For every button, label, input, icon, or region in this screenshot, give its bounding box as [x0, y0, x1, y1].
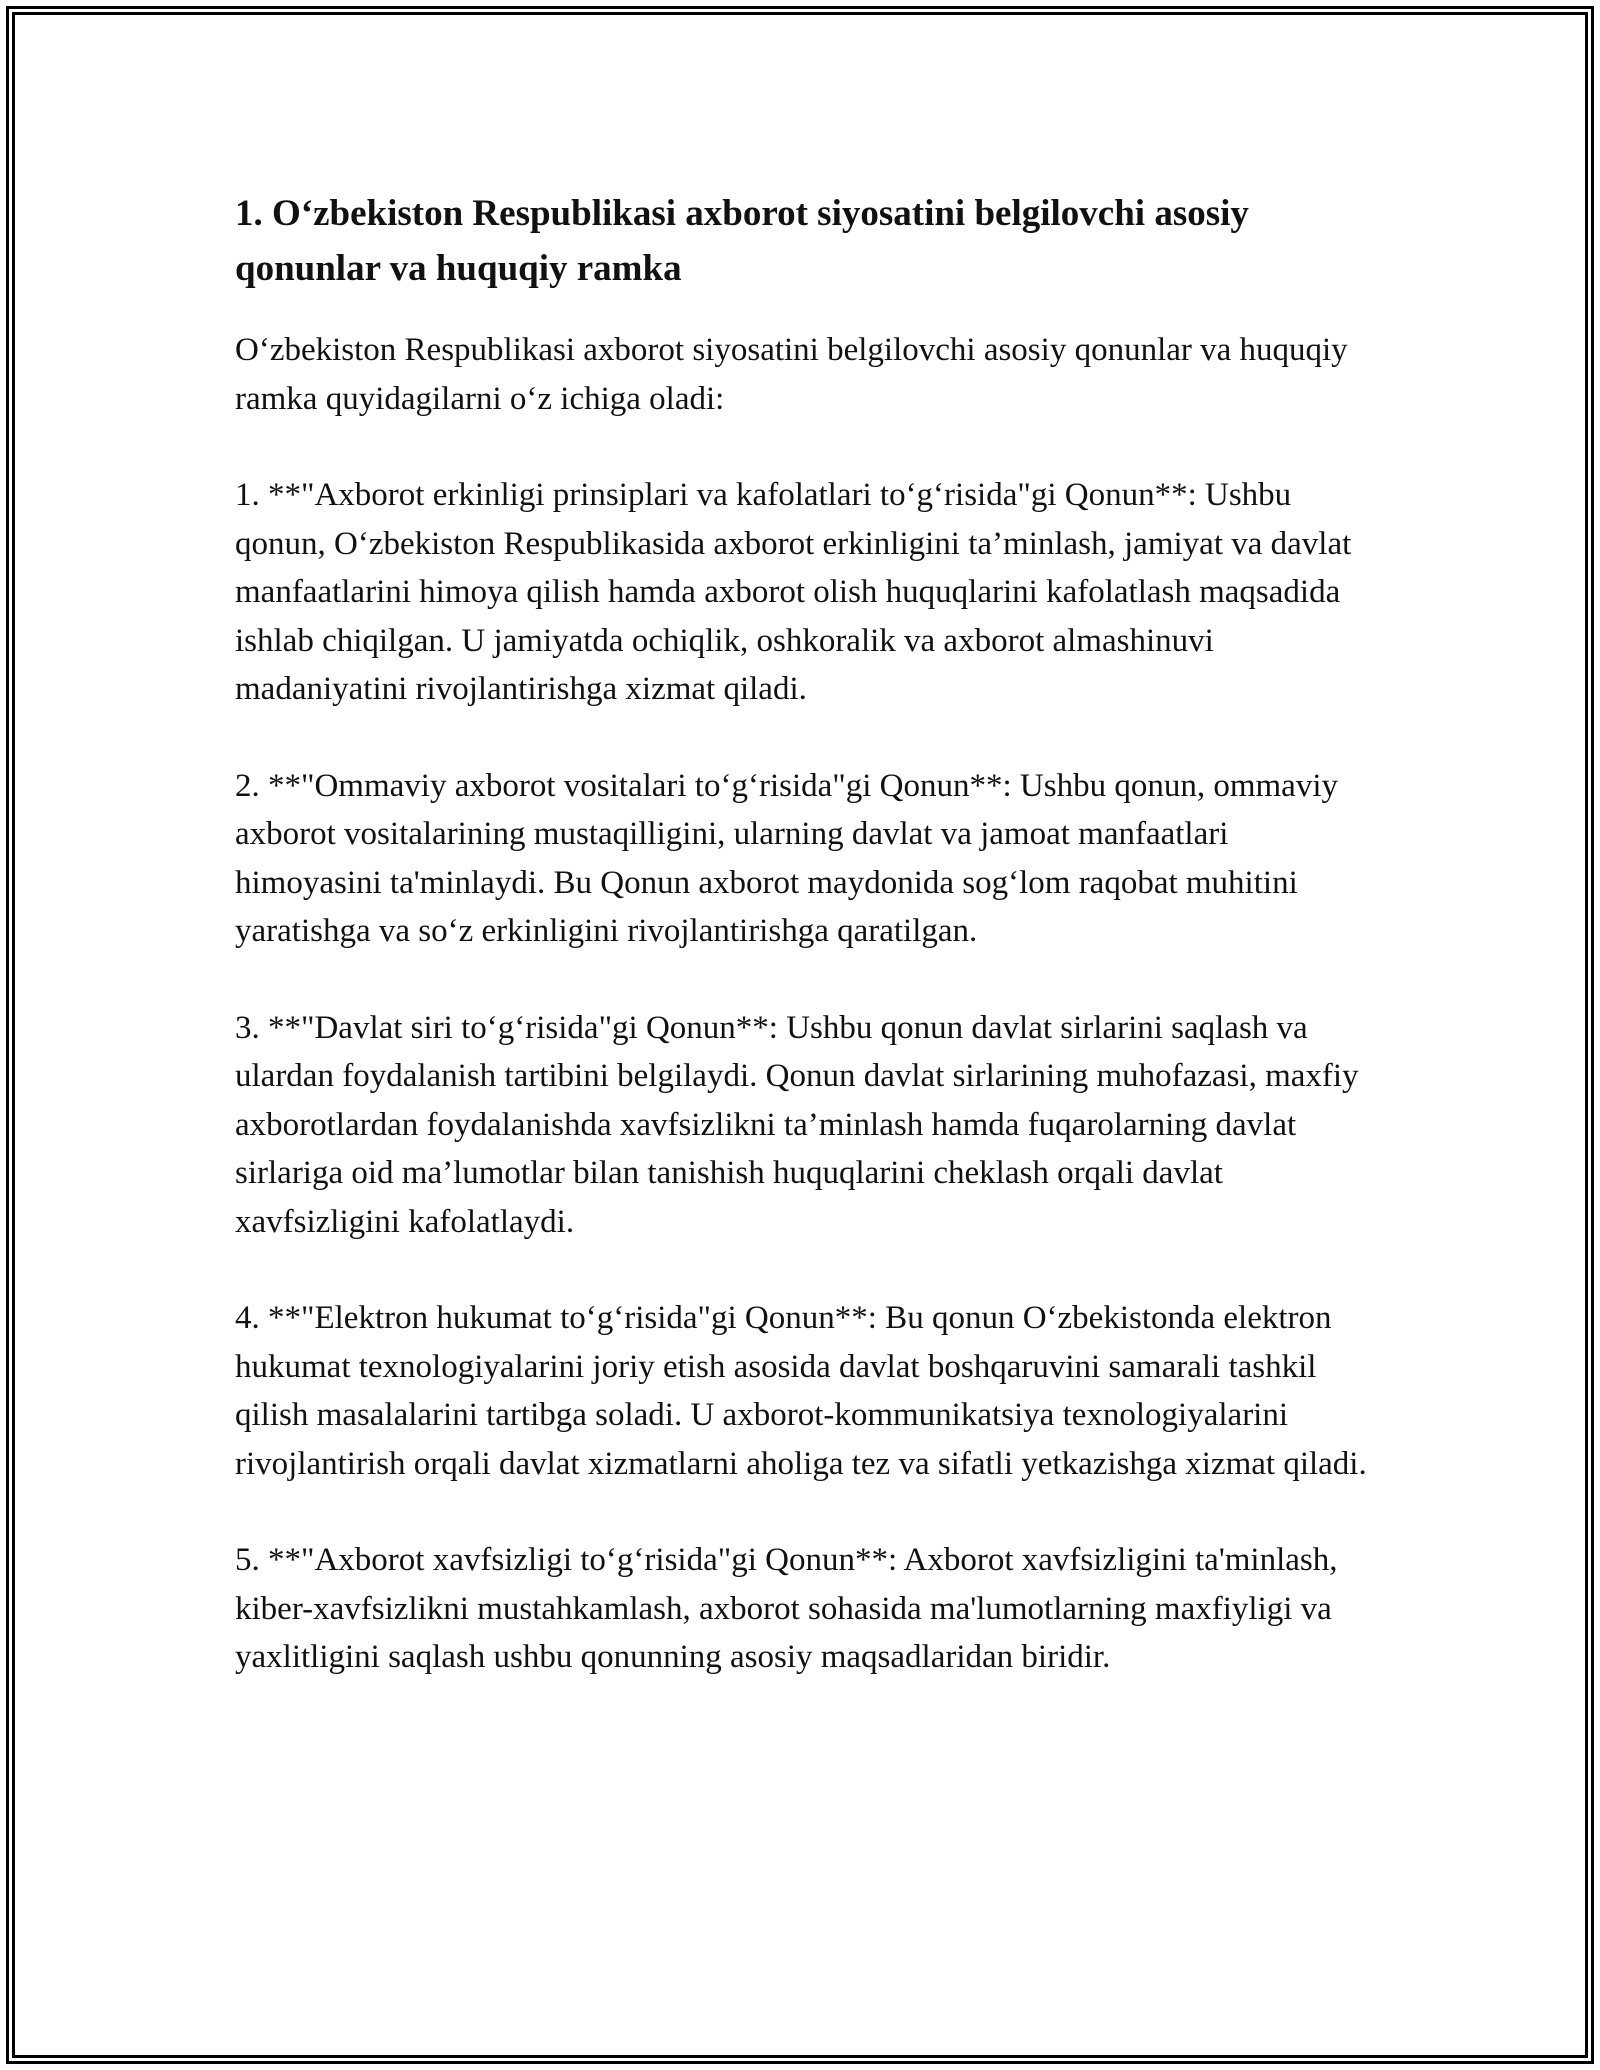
law-item-5: 5. **"Axborot xavfsizligi to‘g‘risida"gi Qonun**: Axborot xavfsizligini ta'minlash, kiber-xavfsizlikni mustahkamlash, axborot sohasida ma'lumotlarning maxfiyligi va yaxlitligini saqlash ushbu qonunning asosiy maqsadlaridan biridir.: [235, 1542, 1338, 1675]
document-body: [235, 186, 1375, 1730]
law-item-3: 3. **"Davlat siri to‘g‘risida"gi Qonun**: Ushbu qonun davlat sirlarini saqlash va ulardan foydalanish tartibini belgilaydi. Qonun davlat sirlarining muhofazasi, maxfiy axborotlardan foydalanishda xavfsizlikni ta’minlash hamda fuqarolarning davlat sirlariga oid ma’lumotlar bilan tanishish huquqlarini cheklash orqali davlat xavfsizligini kafolatlaydi.: [235, 1009, 1359, 1240]
law-item-1: 1. **"Axborot erkinligi prinsiplari va kafolatlari to‘g‘risida"gi Qonun**: Ushbu qonun, O‘zbekiston Respublikasida axborot erkinligini ta’minlash, jamiyat va davlat manfaatlarini himoya qilish hamda axborot olish huquqlarini kafolatlash maqsadida ishlab chiqilgan. U jamiyatda ochiqlik, oshkoralik va axborot almashinuvi madaniyatini rivojlantirishga xizmat qiladi.: [235, 477, 1352, 707]
document-title: 1. O‘zbekiston Respublikasi axborot siyosatini belgilovchi asosiy qonunlar va huquqiy ramka: [235, 193, 1249, 289]
law-item-2: 2. **"Ommaviy axborot vositalari to‘g‘risida"gi Qonun**: Ushbu qonun, ommaviy axborot vositalarining mustaqilligini, ularning davlat va jamoat manfaatlari himoyasini ta'minlaydi. Bu Qonun axborot maydonida sog‘lom raqobat muhitini yaratishga va so‘z erkinligini rivojlantirishga qaratilgan.: [235, 767, 1338, 949]
intro-paragraph: O‘zbekiston Respublikasi axborot siyosatini belgilovchi asosiy qonunlar va huquqiy ramka quyidagilarni o‘z ichiga oladi:: [235, 332, 1348, 417]
law-item-4: 4. **"Elektron hukumat to‘g‘risida"gi Qonun**: Bu qonun O‘zbekistonda elektron hukumat texnologiyalarini joriy etish asosida davlat boshqaruvini samarali tashkil qilish masalalarini tartibga soladi. U axborot-kommunikatsiya texnologiyalarini rivojlantirish orqali davlat xizmatlarni aholiga tez va sifatli yetkazishga xizmat qiladi.: [235, 1300, 1367, 1482]
